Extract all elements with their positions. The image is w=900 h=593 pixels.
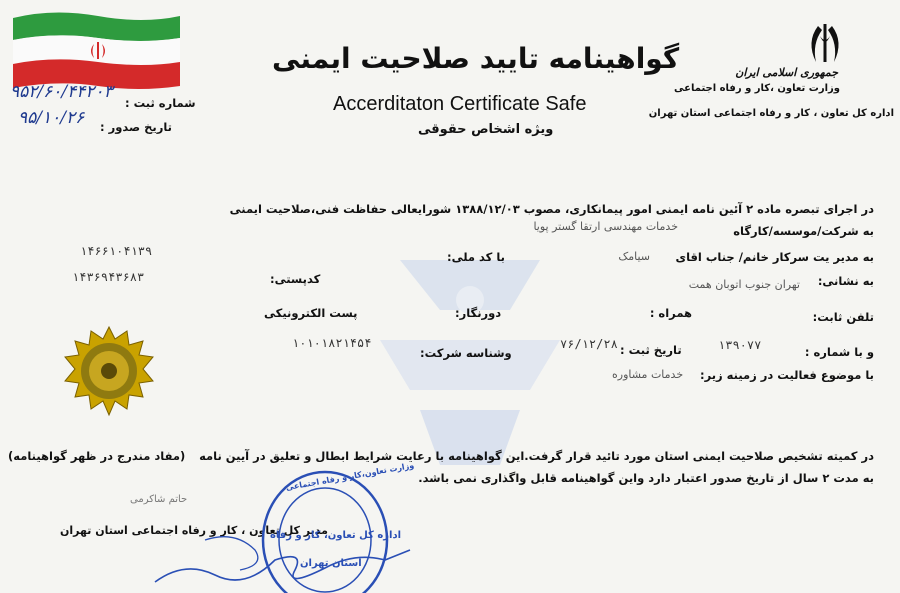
org-line-1: جمهوری اسلامی ایران [735,66,838,79]
signatory-title: مدیر کل تعاون ، کار و رفاه اجتماعی استان تهران [60,524,328,537]
phone-label: تلفن ثابت: [812,310,874,324]
subtitle: ویژه اشخاص حقوقی [418,122,554,137]
stamp-ring-text: وزارت تعاون،کار و رفاه اجتماعی [285,460,415,493]
email-label: پست الکترونیکی [264,306,358,320]
issue-date-value: ۹۵/۱۰/۲۶ [18,108,85,128]
national-code-value: ۱۴۶۶۱۰۴۱۳۹ [80,244,153,258]
registry-number-label: شماره ثبت : [125,96,196,110]
iran-flag-icon [8,8,183,93]
activity-label: با موضوع فعالیت در زمینه زیر: [699,368,874,382]
company-id-label: وشناسه شرکت: [420,346,512,360]
intro-paragraph: در اجرای تبصره ماده ۲ آئین نامه ایمنی امور پیمانکاری، مصوب ۱۳۸۸/۱۲/۰۳ شورایعالی حفاظت فنی،صلاحیت ایمنی [229,202,874,216]
company-label: به شرکت/موسسه/کارگاه [733,224,874,238]
ministry-emblem-icon [800,22,850,66]
org-line-3: اداره کل تعاون ، کار و رفاه اجتماعی استان تهران [648,108,894,119]
national-code-label: با کد ملی: [446,250,505,264]
address-label: به نشانی: [817,274,874,288]
watermark-emblem-icon [360,240,580,480]
issue-date-label: تاریخ صدور : [100,120,172,134]
mobile-label: همراه : [649,306,692,320]
address-value: تهران جنوب اتوبان همت [688,278,800,291]
title-persian: گواهینامه تایید صلاحیت ایمنی [272,42,680,75]
postal-code-label: کدپستی: [270,272,321,286]
gold-seal-icon [63,325,155,417]
activity-value: خدمات مشاوره [612,368,684,381]
registry-number-value: ۹۵۲/۶۰/۴۴۲۰۳ [10,82,113,102]
company-value: خدمات مهندسی ارتقا گستر پویا [533,220,678,233]
stamp-bottom-text: استان تهران [300,558,362,569]
fax-label: دورنگار: [455,306,502,320]
stamp-center-text: اداره کل تعاون، کار و رفاه [270,530,402,541]
org-line-2: وزارت تعاون ،کار و رفاه اجتماعی [674,83,840,94]
reg-number-value: ۱۳۹۰۷۷ [718,338,762,352]
manager-label: به مدیر یت سرکار خانم/ جناب اقای [675,250,874,264]
committee-paragraph: در کمیته تشخیص صلاحیت ایمنی استان مورد تائید قرار گرفت.این گواهینامه با رعایت شرایط ابطال و تعلیق در آیین نامه [199,449,874,463]
reg-date-value: ۷۶/۱۲/۲۸ [560,337,618,351]
manager-value: سیامک [618,250,650,263]
reg-date-label: تاریخ ثبت : [620,343,682,357]
postal-code-value: ۱۴۳۶۹۴۳۶۸۳ [72,270,145,284]
signatory-name: حاتم شاکرمی [130,494,188,505]
reg-number-label: و با شماره : [804,345,874,359]
validity-paragraph: به مدت ۲ سال از تاریخ صدور اعتبار دارد واین گواهینامه قابل واگذاری نمی باشد. [418,471,874,485]
committee-paragraph-note: (مفاد مندرج در ظهر گواهینامه) [8,449,186,463]
title-english: Accerditaton Certificate Safe [333,93,587,115]
company-id-value: ۱۰۱۰۱۸۲۱۴۵۴ [292,336,372,350]
